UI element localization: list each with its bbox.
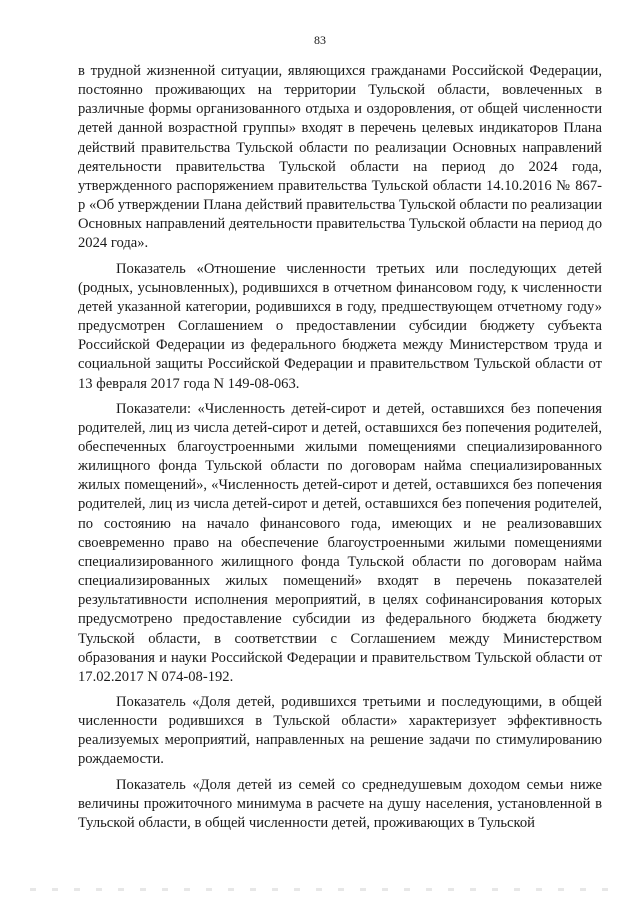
- paragraph-low-income-children: Показатель «Доля детей из семей со среднедушевым доходом семьи ниже величины прожиточного минимума в расчете на душу населения, установленной в Тульской области, в общей численности детей, проживающих в Тульской: [78, 776, 602, 831]
- scan-edge-noise: [30, 888, 620, 891]
- paragraph-orphans-housing: Показатели: «Численность детей-сирот и детей, оставшихся без попечения родителей, лиц из числа детей-сирот и детей, оставшихся без попечения родителей, обеспеченных благоустроенными жилыми помещениями специализированного жилищного фонда Тульской области по договорам найма специализированных жилых помещений», «Численность детей-сирот и детей, оставшихся без попечения родителей, лиц из числа детей-сирот и детей, оставшихся без попечения родителей, по состоянию на начало финансового года, имеющих и не реализовавших своевременно право на обеспечение благоустроенными жилыми помещениями специализированного жилищного фонда Тульской области по договорам найма специализированных жилых помещений» входят в перечень показателей результативности исполнения мероприятий, в целях софинансирования которых предусмотрено предоставление субсидии из федерального бюджета бюджету Тульской области, в соответствии с Соглашением между Министерством образования и науки Российской Федерации и правительством Тульской области от 17.02.2017 N 074-08-192.: [78, 400, 602, 685]
- paragraph-third-births-share: Показатель «Доля детей, родившихся третьими и последующими, в общей численности родившихся в Тульской области» характеризует эффективность реализуемых мероприятий, направленных на решение задачи по стимулированию рождаемости.: [78, 694, 602, 768]
- document-body: [78, 62, 602, 839]
- paragraph-1-continuation: в трудной жизненной ситуации, являющихся гражданами Российской Федерации, постоянно проживающих на территории Тульской области, вовлеченных в различные формы организованного отдыха и оздоровления, от общей численности детей данной возрастной группы» входят в перечень целевых индикаторов Плана действий правительства Тульской области по реализации Основных направлений деятельности правительства Тульской области на период до 2024 года, утвержденного распоряжением правительства Тульской области 14.10.2016 № 867-р «Об утверждении Плана действий правительства Тульской области по реализации Основных направлений деятельности правительства Тульской области на период до 2024 года».: [78, 63, 602, 252]
- page-number: 83: [314, 33, 326, 47]
- paragraph-third-child-ratio: Показатель «Отношение численности третьих или последующих детей (родных, усыновленных), родившихся в отчетном финансовом году, к численности детей указанной категории, родившихся в году, предшествующем отчетному году» предусмотрен Соглашением о предоставлении субсидии бюджету субъекта Российской Федерации из федерального бюджета между Министерством труда и социальной защиты Российской Федерации и правительством Тульской области от 13 февраля 2017 года N 149-08-063.: [78, 260, 602, 392]
